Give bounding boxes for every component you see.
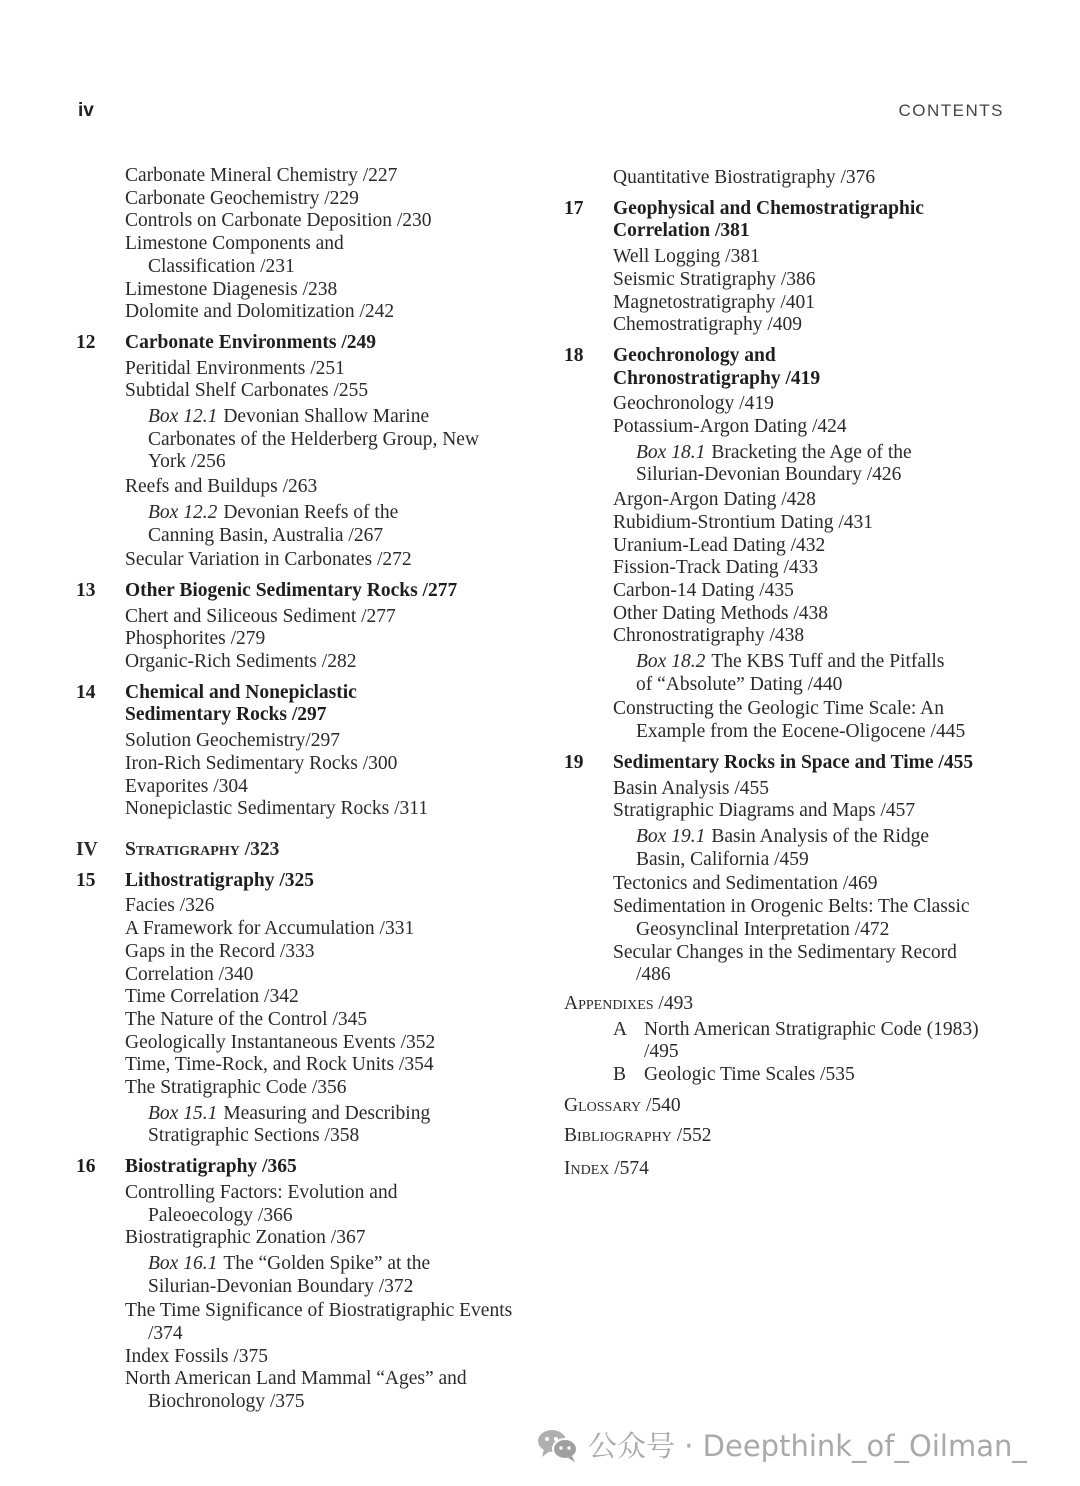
chapter-title: Lithostratigraphy /325 [125, 869, 315, 891]
toc-box-entry[interactable]: Box 18.2 The KBS Tuff and the Pitfalls of “Absolute” Dating /440 [636, 651, 945, 695]
toc-entry[interactable]: Solution Geochemistry/297 [125, 730, 341, 752]
glossary-entry[interactable]: Glossary /540 [564, 1094, 681, 1116]
toc-entry[interactable]: Peritidal Environments /251 [125, 357, 345, 379]
toc-entry[interactable]: Seismic Stratigraphy /386 [613, 268, 816, 290]
toc-entry[interactable]: Chert and Siliceous Sediment /277 [125, 605, 396, 627]
toc-entry[interactable]: Sedimentation in Orogenic Belts: The Classic Geosynclinal Interpretation /472 [613, 896, 970, 940]
toc-entry[interactable]: Tectonics and Sedimentation /469 [613, 873, 878, 895]
toc-entry[interactable]: Stratigraphic Diagrams and Maps /457 [613, 800, 916, 822]
toc-entry[interactable]: Rubidium-Strontium Dating /431 [613, 511, 874, 533]
chapter-18-heading[interactable] [564, 345, 893, 390]
toc-entry[interactable]: Index Fossils /375 [125, 1345, 269, 1367]
chapter-title: Geophysical and Chemostratigraphic Correlation /381 [613, 197, 924, 242]
toc-entry[interactable]: Basin Analysis /455 [613, 777, 770, 799]
chapter-16-heading[interactable] [76, 1156, 526, 1179]
toc-entry[interactable]: Correlation /340 [125, 963, 254, 985]
toc-entry[interactable]: Organic-Rich Sediments /282 [125, 651, 357, 673]
watermark [536, 1424, 1027, 1465]
toc-box-entry[interactable]: Box 12.1 Devonian Shallow Marine Carbonates of the Helderberg Group, New York /256 [148, 406, 480, 473]
toc-entry[interactable]: Magnetostratigraphy /401 [613, 291, 815, 313]
toc-entry[interactable]: Carbonate Mineral Chemistry /227 [125, 165, 398, 186]
page-number: iv [78, 100, 94, 121]
toc-entry[interactable]: Controls on Carbonate Deposition /230 [125, 210, 432, 232]
toc-entry[interactable]: Evaporites /304 [125, 775, 248, 797]
toc-entry[interactable]: Geologically Instantaneous Events /352 [125, 1031, 436, 1053]
toc-entry[interactable]: Reefs and Buildups /263 [125, 476, 318, 498]
toc-entry[interactable]: The Nature of the Control /345 [125, 1008, 368, 1030]
appendix-b-entry[interactable]: B Geologic Time Scales /535 [613, 1064, 855, 1086]
appendix-letter: A [613, 1018, 628, 1040]
box-label: Box 18.1 [636, 441, 706, 463]
toc-entry[interactable]: Phosphorites /279 [125, 628, 266, 650]
part-title: Stratigraphy /323 [125, 838, 280, 860]
chapter-title: Geochronology and Chronostratigraphy /419 [613, 344, 821, 389]
toc-entry[interactable]: The Stratigraphic Code /356 [125, 1077, 347, 1099]
chapter-number: 18 [564, 344, 584, 366]
bibliography-entry[interactable]: Bibliography /552 [564, 1125, 712, 1147]
appendixes-heading[interactable]: Appendixes /493 [564, 992, 694, 1014]
chapter-number: 12 [76, 331, 96, 353]
toc-entry[interactable]: The Time Significance of Biostratigraphic Events /374 [125, 1300, 513, 1345]
part-iv-heading[interactable] [76, 839, 526, 862]
toc-entry[interactable]: Gaps in the Record /333 [125, 940, 315, 962]
chapter-number: 15 [76, 869, 96, 891]
toc-box-entry[interactable]: Box 18.1 Bracketing the Age of the Silurian-Devonian Boundary /426 [636, 441, 912, 486]
box-label: Box 19.1 [636, 825, 706, 847]
toc-entry[interactable]: Well Logging /381 [613, 246, 760, 268]
chapter-12-heading[interactable] [76, 332, 526, 355]
toc-entry[interactable]: Argon-Argon Dating /428 [613, 489, 816, 511]
toc-entry[interactable]: Constructing the Geologic Time Scale: An Example from the Eocene-Oligocene /445 [613, 698, 966, 743]
toc-box-entry[interactable]: Box 15.1 Measuring and Describing Stratigraphic Sections /358 [148, 1102, 431, 1147]
toc-entry[interactable]: Iron-Rich Sedimentary Rocks /300 [125, 752, 398, 774]
chapter-number: 17 [564, 197, 584, 219]
appendix-a-entry[interactable]: A North American Stratigraphic Code (1983) /495 [613, 1018, 979, 1063]
toc-entry[interactable]: Other Dating Methods /438 [613, 602, 829, 624]
chapter-title: Other Biogenic Sedimentary Rocks /277 [125, 579, 458, 601]
toc-entry[interactable]: Carbonate Geochemistry /229 [125, 187, 359, 209]
toc-entry[interactable]: Nonepiclastic Sedimentary Rocks /311 [125, 798, 429, 820]
toc-entry[interactable]: Chemostratigraphy /409 [613, 314, 803, 336]
toc-entry[interactable]: Controlling Factors: Evolution and Paleoecology /366 [125, 1181, 398, 1226]
toc-entry[interactable]: Geochronology /419 [613, 393, 774, 415]
toc-left-column [76, 165, 526, 1414]
toc-entry[interactable]: Secular Variation in Carbonates /272 [125, 549, 412, 571]
toc-box-entry[interactable]: Box 16.1 The “Golden Spike” at the Silurian-Devonian Boundary /372 [148, 1252, 431, 1297]
chapter-number: 14 [76, 681, 96, 703]
toc-entry[interactable]: Time Correlation /342 [125, 986, 299, 1008]
box-label: Box 12.2 [148, 501, 218, 523]
toc-entry[interactable]: Uranium-Lead Dating /432 [613, 534, 826, 556]
chapter-number: 16 [76, 1156, 96, 1178]
box-label: Box 18.2 [636, 651, 706, 673]
toc-entry[interactable]: A Framework for Accumulation /331 [125, 918, 415, 940]
running-head: CONTENTS [898, 101, 1004, 120]
toc-box-entry[interactable]: Box 12.2 Devonian Reefs of the Canning Basin, Australia /267 [148, 501, 399, 546]
toc-entry[interactable]: Facies /326 [125, 895, 215, 917]
chapter-17-heading[interactable] [564, 198, 1013, 243]
toc-entry[interactable]: Subtidal Shelf Carbonates /255 [125, 380, 369, 402]
chapter-title: Chemical and Nonepiclastic Sedimentary Rocks /297 [125, 681, 357, 726]
chapter-title: Sedimentary Rocks in Space and Time /455 [613, 751, 974, 773]
toc-entry[interactable]: Carbon-14 Dating /435 [613, 579, 794, 601]
chapter-19-heading[interactable] [564, 752, 1024, 775]
toc-entry[interactable]: Potassium-Argon Dating /424 [613, 416, 847, 438]
toc-entry[interactable]: Fission-Track Dating /433 [613, 557, 819, 579]
appendix-letter: B [613, 1064, 627, 1086]
toc-box-entry[interactable]: Box 19.1 Basin Analysis of the Ridge Basin, California /459 [636, 825, 930, 870]
chapter-number: 19 [564, 751, 584, 773]
chapter-13-heading[interactable] [76, 580, 526, 603]
toc-entry[interactable]: North American Land Mammal “Ages” and Biochronology /375 [125, 1368, 467, 1413]
toc-entry[interactable]: Limestone Diagenesis /238 [125, 278, 338, 300]
toc-entry[interactable]: Limestone Components and Classification /231 [125, 233, 344, 277]
watermark-text: 公众号 · Deepthink_of_Oilman_ [588, 1429, 1027, 1463]
toc-entry[interactable]: Time, Time-Rock, and Rock Units /354 [125, 1054, 434, 1076]
index-entry[interactable]: Index /574 [564, 1158, 649, 1180]
chapter-title: Carbonate Environments /249 [125, 331, 376, 353]
box-label: Box 15.1 [148, 1102, 218, 1124]
toc-entry[interactable]: Dolomite and Dolomitization /242 [125, 301, 395, 323]
chapter-14-heading[interactable] [76, 682, 385, 727]
toc-entry[interactable]: Secular Changes in the Sedimentary Record /486 [613, 941, 957, 986]
chapter-15-heading[interactable] [76, 870, 526, 893]
chapter-number: 13 [76, 579, 96, 601]
wechat-icon [536, 1427, 580, 1463]
toc-entry[interactable]: Quantitative Biostratigraphy /376 [613, 167, 876, 188]
box-label: Box 16.1 [148, 1252, 218, 1274]
toc-entry[interactable]: Biostratigraphic Zonation /367 [125, 1227, 366, 1249]
toc-right-column [564, 167, 1024, 1181]
toc-entry[interactable]: Chronostratigraphy /438 [613, 625, 805, 647]
part-number: IV [76, 838, 98, 860]
chapter-title: Biostratigraphy /365 [125, 1156, 297, 1178]
box-label: Box 12.1 [148, 406, 218, 428]
